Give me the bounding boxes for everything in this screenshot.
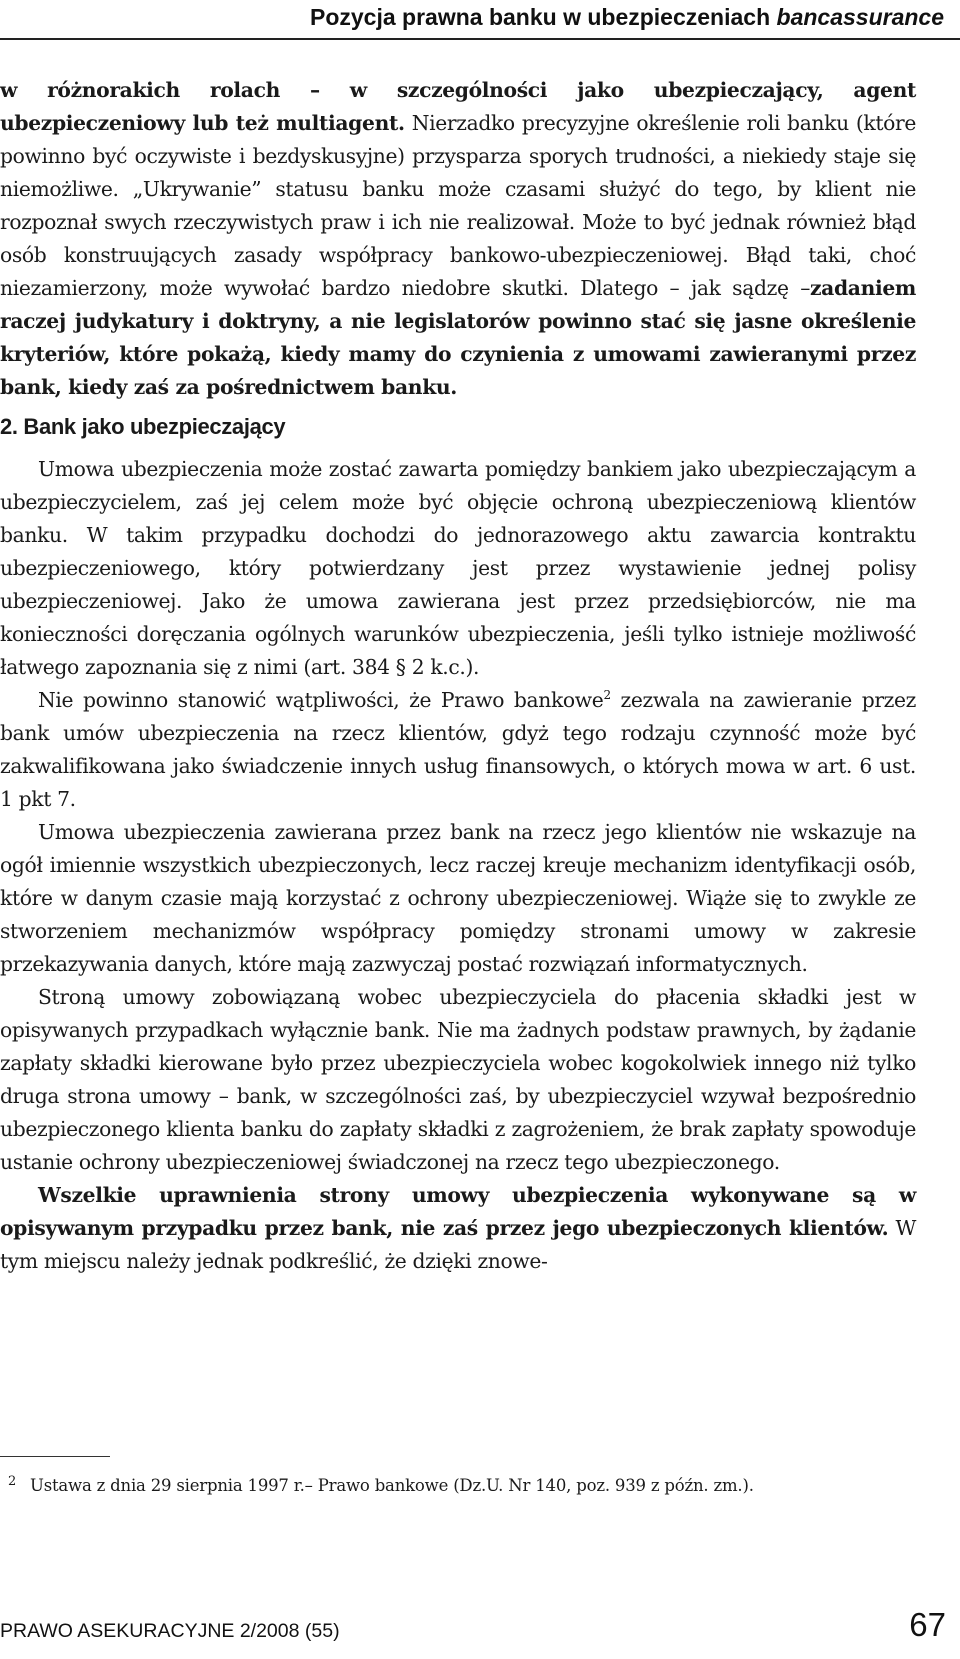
paragraph-3-text-before: Nie powinno stanowić wątpliwości, że Prawo bankowe (38, 688, 604, 712)
paragraph-6 (0, 1179, 916, 1278)
paragraph-4: Umowa ubezpieczenia zawierana przez bank na rzecz jego klientów nie wskazuje na ogół imiennie wszystkich ubezpieczonych, lecz raczej kreuje mechanizm identyfikacji osób, które w danym czasie mają korzystać z ochrony ubezpieczeniowej. Wiąże się to zwykle ze stworzeniem mechanizmów współpracy pomiędzy stronami umowy w zakresie przekazywania danych, które mają zazwyczaj postać rozwiązań informatycznych. (0, 820, 916, 976)
paragraph-5: Stroną umowy zobowiązaną wobec ubezpieczyciela do płacenia składki jest w opisywanych przypadkach wyłącznie bank. Nie ma żadnych podstaw prawnych, by żądanie zapłaty składki kierowane było przez ubezpieczyciela wobec kogokolwiek innego niż tylko druga strona umowy – bank, w szczególności zaś, by ubezpieczyciel wzywał bezpośrednio ubezpieczonego klienta banku do zapłaty składki z zagrożeniem, że brak zapłaty spowoduje ustanie ochrony ubezpieczeniowej świadczonej na rzecz tego ubezpieczonego. (0, 985, 916, 1174)
article-body (0, 74, 916, 1278)
paragraph-1-bold-start: w różnorakich rolach – w szczególności jako ubezpieczający, agent ubezpieczeniowy lub też multiagent. (0, 78, 916, 135)
section-heading: 2. Bank jako ubezpieczający (0, 414, 286, 439)
paragraph-3-text-after: zezwala na zawieranie przez bank umów ubezpieczenia na rzecz klientów, gdyż tego rodzaju czynność może być zakwalifikowana jako świadczenie innych usług finansowych, o których mowa w art. 6 ust. 1 pkt 7. (0, 688, 917, 811)
running-header-title: Pozycja prawna banku w ubezpieczeniach (309, 4, 777, 30)
footnote-rule (0, 1456, 110, 1457)
page-number: 67 (909, 1606, 946, 1643)
footnote (0, 1469, 916, 1499)
footnote-number: 2 (8, 1474, 17, 1489)
paragraph-6-bold: Wszelkie uprawnienia strony umowy ubezpieczenia wykonywane są w opisywanym przypadku przez bank, nie zaś przez jego ubezpieczonych klientów. (0, 1183, 916, 1240)
footnote-text: Ustawa z dnia 29 sierpnia 1997 r.– Prawo bankowe (Dz.U. Nr 140, poz. 939 z późn. zm.). (30, 1476, 754, 1495)
paragraph-1 (0, 74, 916, 404)
running-header (310, 4, 944, 31)
paragraph-1-bold-end: zadaniem raczej judykatury i doktryny, a nie legislatorów powinno stać się jasne określenie kryteriów, które pokażą, kiedy mamy do czynienia z umowami zawieranymi przez bank, kiedy zaś za pośrednictwem banku. (0, 276, 916, 399)
paragraph-1-text: Nierzadko precyzyjne określenie roli banku (które powinno być oczywiste i bezdyskusyjne) przysparza sporych trudności, a niekiedy staje się niemożliwe. „Ukrywanie” statusu banku może czasami służyć do tego, by klient nie rozpoznał swych rzeczywistych praw i ich nie realizował. Może to być jednak również błąd osób konstruujących zasady współpracy bankowo-ubezpieczeniowej. Błąd taki, choć niezamierzony, może wywołać bardzo niedobre skutki. Dlatego – jak sądzę – (0, 111, 916, 300)
paragraph-2: Umowa ubezpieczenia może zostać zawarta pomiędzy bankiem jako ubezpieczającym a ubezpieczycielem, zaś jej celem może być objęcie ochroną ubezpieczeniową klientów banku. W takim przypadku dochodzi do jednorazowego aktu zawarcia kontraktu ubezpieczeniowego, który potwierdzany jest przez wystawienie jednej polisy ubezpieczeniowej. Jako że umowa zawierana jest przez przedsiębiorców, nie ma konieczności doręczania ogólnych warunków ubezpieczenia, jeśli tylko istnieje możliwość łatwego zapoznania się z nimi (art. 384 § 2 k.c.). (0, 457, 916, 679)
paragraph-6-text: W tym miejscu należy jednak podkreślić, że dzięki znowe- (0, 1216, 917, 1273)
journal-footer: PRAWO ASEKURACYJNE 2/2008 (55) (0, 1620, 340, 1642)
header-rule (0, 38, 960, 40)
paragraph-3 (0, 684, 916, 816)
footnote-reference[interactable]: 2 (603, 688, 611, 703)
running-header-title-italic: bancassurance (776, 4, 944, 30)
